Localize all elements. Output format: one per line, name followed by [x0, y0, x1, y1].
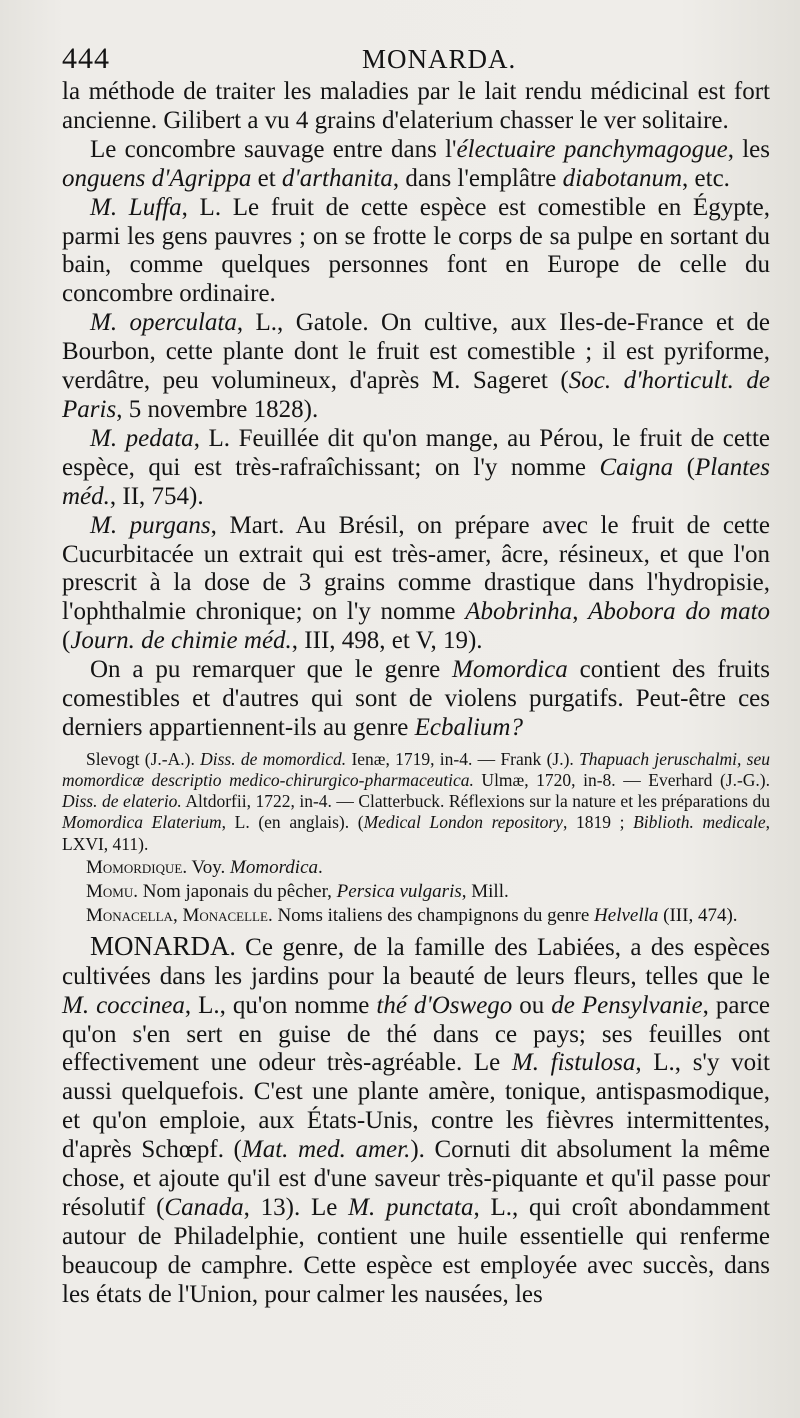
paragraph-m-operculata: M. operculata, L., Gatole. On cultive, aux Iles-de-France et de Bourbon, cette plante dont le fruit est comestible ; il est pyriforme, verdâtre, peu volumineux, d'après M. Sageret (Soc. d'horticult. de Paris, 5 novembre 1828).	[62, 309, 770, 423]
bibliography-paragraph: Slevogt (J.-A.). Diss. de momordicd. Ienæ, 1719, in-4. — Frank (J.). Thapuach jeruschalmi, seu momordicæ descriptio medico-chirurgico-pharmaceutica. Ulmæ, 1720, in-8. — Everhard (J.-G.). Diss. de elaterio. Altdorfii, 1722, in-4. — Clatterbuck. Réflexions sur la nature et les préparations du Momordica Elaterium, L. (en anglais). (Medical London repository, 1819 ; Biblioth. medicale, LXVI, 411).	[62, 748, 771, 854]
entry-term: Momordique	[86, 856, 183, 878]
species-name: M. pedata	[90, 424, 194, 452]
species-name: M. purgans	[90, 511, 211, 539]
paragraph-continuation: la méthode de traiter les maladies par le lait rendu médicinal est fort ancienne. Gilibert a vu 4 grains d'elaterium chasser le ver solitaire.	[62, 78, 770, 134]
entry-headword: MONARDA	[90, 930, 230, 961]
entry-momu: Momu. Nom japonais du pêcher, Persica vulgaris, Mill.	[86, 880, 509, 902]
paragraph-m-luffa: M. Luffa, L. Le fruit de cette espèce est comestible en Égypte, parmi les gens pauvres ; on se frotte le corps de sa pulpe en sortant du bain, comme quelques personnes font en Europe de celle du concombre ordinaire.	[62, 193, 770, 308]
paragraph-monarda: MONARDA. Ce genre, de la famille des Labiées, a des espèces cultivées dans les jardins pour la beauté de leurs fleurs, telles que le M. coccinea, L., qu'on nomme thé d'Oswego ou de Pensylvanie, parce qu'on s'en sert en guise de thé dans ce pays; ses feuilles ont effectivement une odeur très-agréable. Le M. fistulosa, L., s'y voit aussi quelquefois. C'est une plante amère, tonique, antispasmodique, et qu'on emploie, aux États-Unis, contre les fièvres intermittentes, d'après Schœpf. (Mat. med. amer.). Cornuti dit absolument la même chose, et ajoute qu'il est d'une saveur très-piquante et qu'il passe pour résolutif (Canada, 13). Le M. punctata, L., qui croît abondamment autour de Philadelphie, contient une huile essentielle qui renferme beaucoup de camphre. Cette espèce est employée avec succès, dans les états de l'Union, pour calmer les nausées, les	[62, 930, 771, 1308]
paragraph-wild-cucumber: Le concombre sauvage entre dans l'électuaire panchymagogue, les onguens d'Agrippa et d'arthanita, dans l'emplâtre diabotanum, etc.	[62, 135, 770, 192]
page-body	[62, 78, 770, 1310]
entry-term: Momu	[86, 880, 134, 902]
running-title: MONARDA.	[362, 44, 517, 74]
entry-term: Monacella, Monacelle	[86, 904, 268, 926]
species-name: M. operculata	[90, 309, 237, 337]
page-number: 444	[62, 42, 110, 75]
dictionary-entries	[62, 856, 770, 928]
species-name: M. Luffa	[90, 193, 182, 221]
monarda-article	[62, 932, 770, 1310]
bibliography-notes	[62, 749, 770, 855]
entry-monacella: Monacella, Monacelle. Noms italiens des champignons du genre Helvella (III, 474).	[86, 904, 738, 926]
paragraph-m-pedata: M. pedata, L. Feuillée dit qu'on mange, au Pérou, le fruit de cette espèce, qui est très-rafraîchissant; on l'y nomme Caigna (Plantes méd., II, 754).	[62, 424, 770, 510]
page-header	[62, 42, 770, 82]
paragraph-momordica-remark: On a pu remarquer que le genre Momordica contient des fruits comestibles et d'autres qui sont de violens purgatifs. Peut-être ces derniers appartiennent-ils au genre Ecbalium?	[62, 656, 770, 741]
entry-momordique: Momordique. Voy. Momordica.	[86, 856, 323, 878]
paragraph-m-purgans: M. purgans, Mart. Au Brésil, on prépare avec le fruit de cette Cucurbitacée un extrait qui est très-amer, âcre, résineux, et que l'on prescrit à la dose de 3 grains comme drastique dans l'hydropisie, l'ophthalmie chronique; on l'y nomme Abobrinha, Abobora do mato (Journ. de chimie méd., III, 498, et V, 19).	[62, 511, 771, 655]
